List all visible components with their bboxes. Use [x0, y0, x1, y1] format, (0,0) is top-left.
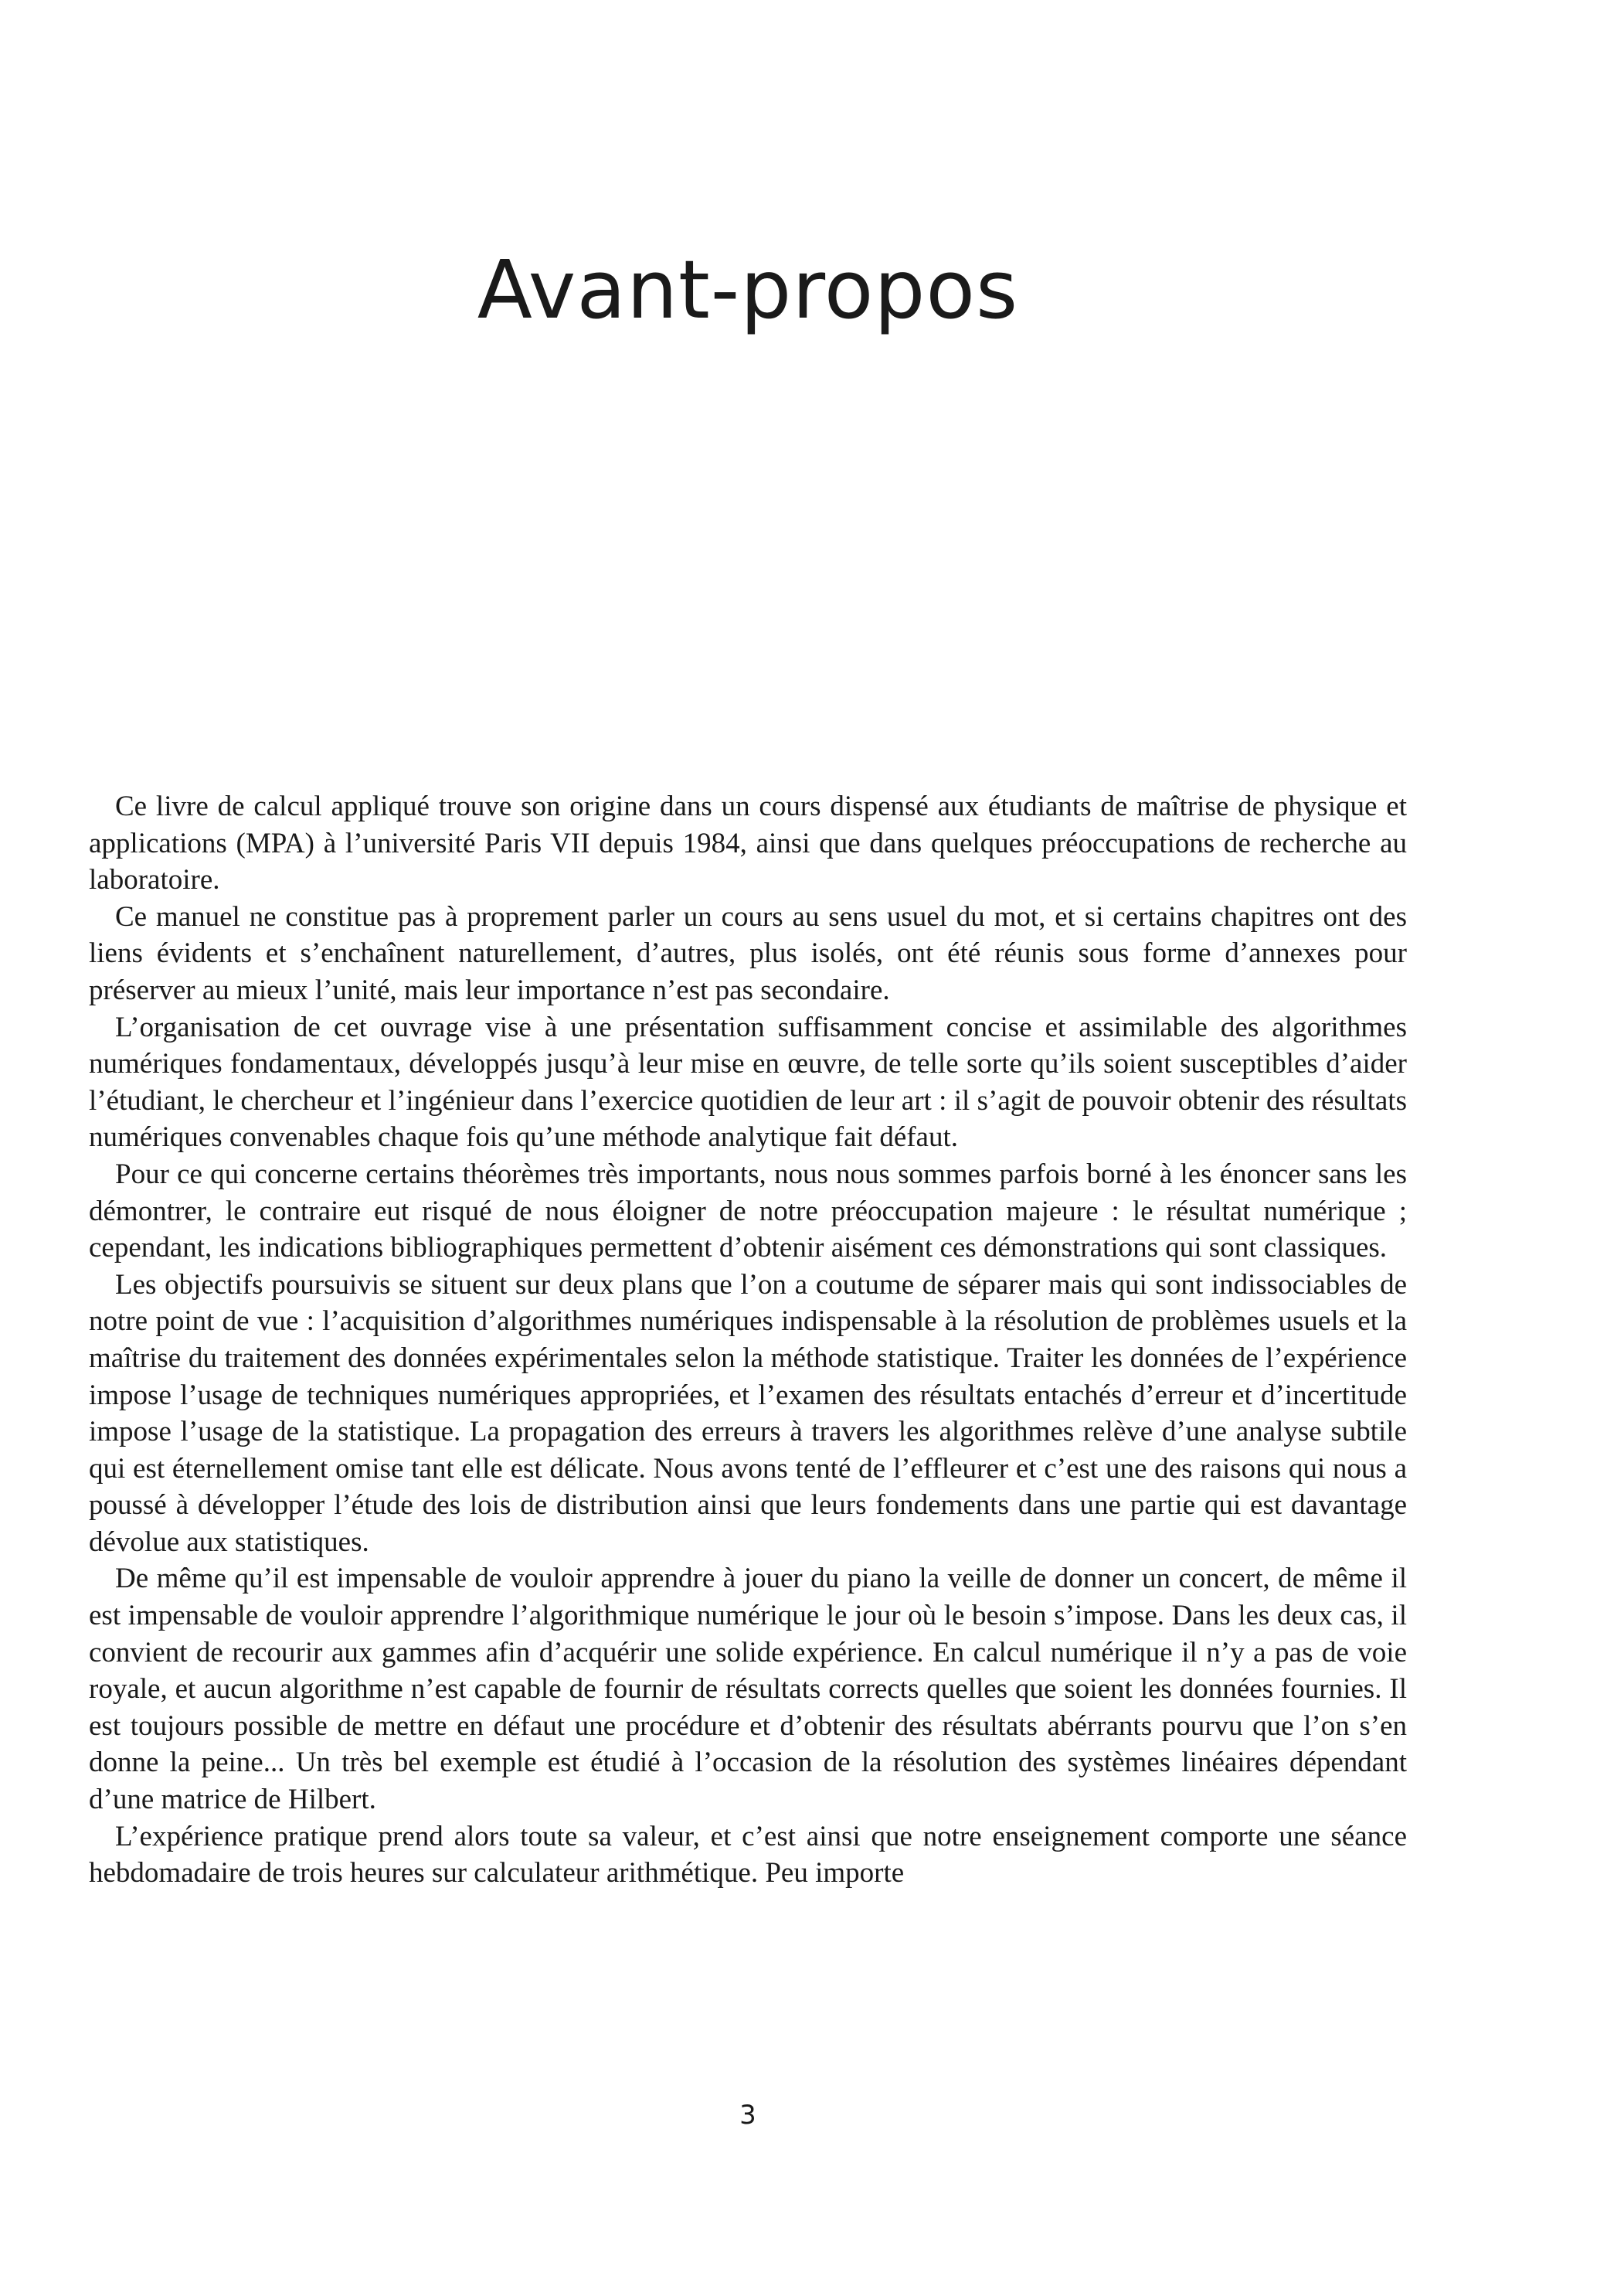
body-text — [89, 788, 1407, 1892]
paragraph: Les objectifs poursuivis se situent sur deux plans que l’on a coutume de séparer mais qui sont indissociables de notre point de vue : l’acquisition d’algorithmes numériques indispensable à la résolution de problèmes usuels et la maîtrise du traitement des données expérimentales selon la méthode statistique. Traiter les données de l’expérience impose l’usage de techniques numériques appropriées, et l’examen des résultats entachés d’erreur et d’incertitude impose l’usage de la statistique. La propagation des erreurs à travers les algorithmes relève d’une analyse subtile qui est éternellement omise tant elle est délicate. Nous avons tenté de l’effleurer et c’est une des raisons qui nous a poussé à développer l’étude des lois de distribution ainsi que leurs fondements dans une partie qui est davantage dévolue aux statistiques. — [89, 1268, 1407, 1558]
chapter-title: Avant-propos — [477, 243, 1019, 337]
paragraph: Ce livre de calcul appliqué trouve son origine dans un cours dispensé aux étudiants de maîtrise de physique et applications (MPA) à l’université Paris VII depuis 1984, ainsi que dans quelques préoccupations de recherche au laboratoire. — [89, 791, 1407, 896]
page-number: 3 — [739, 2100, 756, 2131]
paragraph: De même qu’il est impensable de vouloir apprendre à jouer du piano la veille de donner un concert, de même il est impensable de vouloir apprendre l’algorithmique numérique le jour où le besoin s’impose. Dans les deux cas, il convient de recourir aux gammes afin d’acquérir une solide expérience. En calcul numérique il n’y a pas de voie royale, et aucun algorithme n’est capable de fournir de résultats corrects quelles que soient les données fournies. Il est toujours possible de mettre en défaut une procédure et d’obtenir des résultats abérrants pourvu que l’on s’en donne la peine... Un très bel exemple est étudié à l’occasion de la résolution des systèmes linéaires dépendant d’une matrice de Hilbert. — [89, 1563, 1407, 1816]
paragraph: Pour ce qui concerne certains théorèmes très importants, nous nous sommes parfois borné à les énoncer sans les démontrer, le contraire eut risqué de nous éloigner de notre préoccupation majeure : le résultat numérique ; cependant, les indications bibliographiques permettent d’obtenir aisément ces démonstrations qui sont classiques. — [89, 1158, 1407, 1264]
paragraph: Ce manuel ne constitue pas à proprement parler un cours au sens usuel du mot, et si certains chapitres ont des liens évidents et s’enchaînent naturellement, d’autres, plus isolés, ont été réunis sous forme d’annexes pour préserver au mieux l’unité, mais leur importance n’est pas secondaire. — [89, 900, 1407, 1006]
paragraph: L’organisation de cet ouvrage vise à une présentation suffisamment concise et assimilable des algorithmes numériques fondamentaux, développés jusqu’à leur mise en œuvre, de telle sorte qu’ils soient susceptibles d’aider l’étudiant, le chercheur et l’ingénieur dans l’exercice quotidien de leur art : il s’agit de pouvoir obtenir des résultats numériques convenables chaque fois qu’une méthode analytique fait défaut. — [89, 1011, 1407, 1154]
paragraph: L’expérience pratique prend alors toute sa valeur, et c’est ainsi que notre enseignement comporte une séance hebdomadaire de trois heures sur calculateur arithmétique. Peu importe — [89, 1820, 1407, 1890]
